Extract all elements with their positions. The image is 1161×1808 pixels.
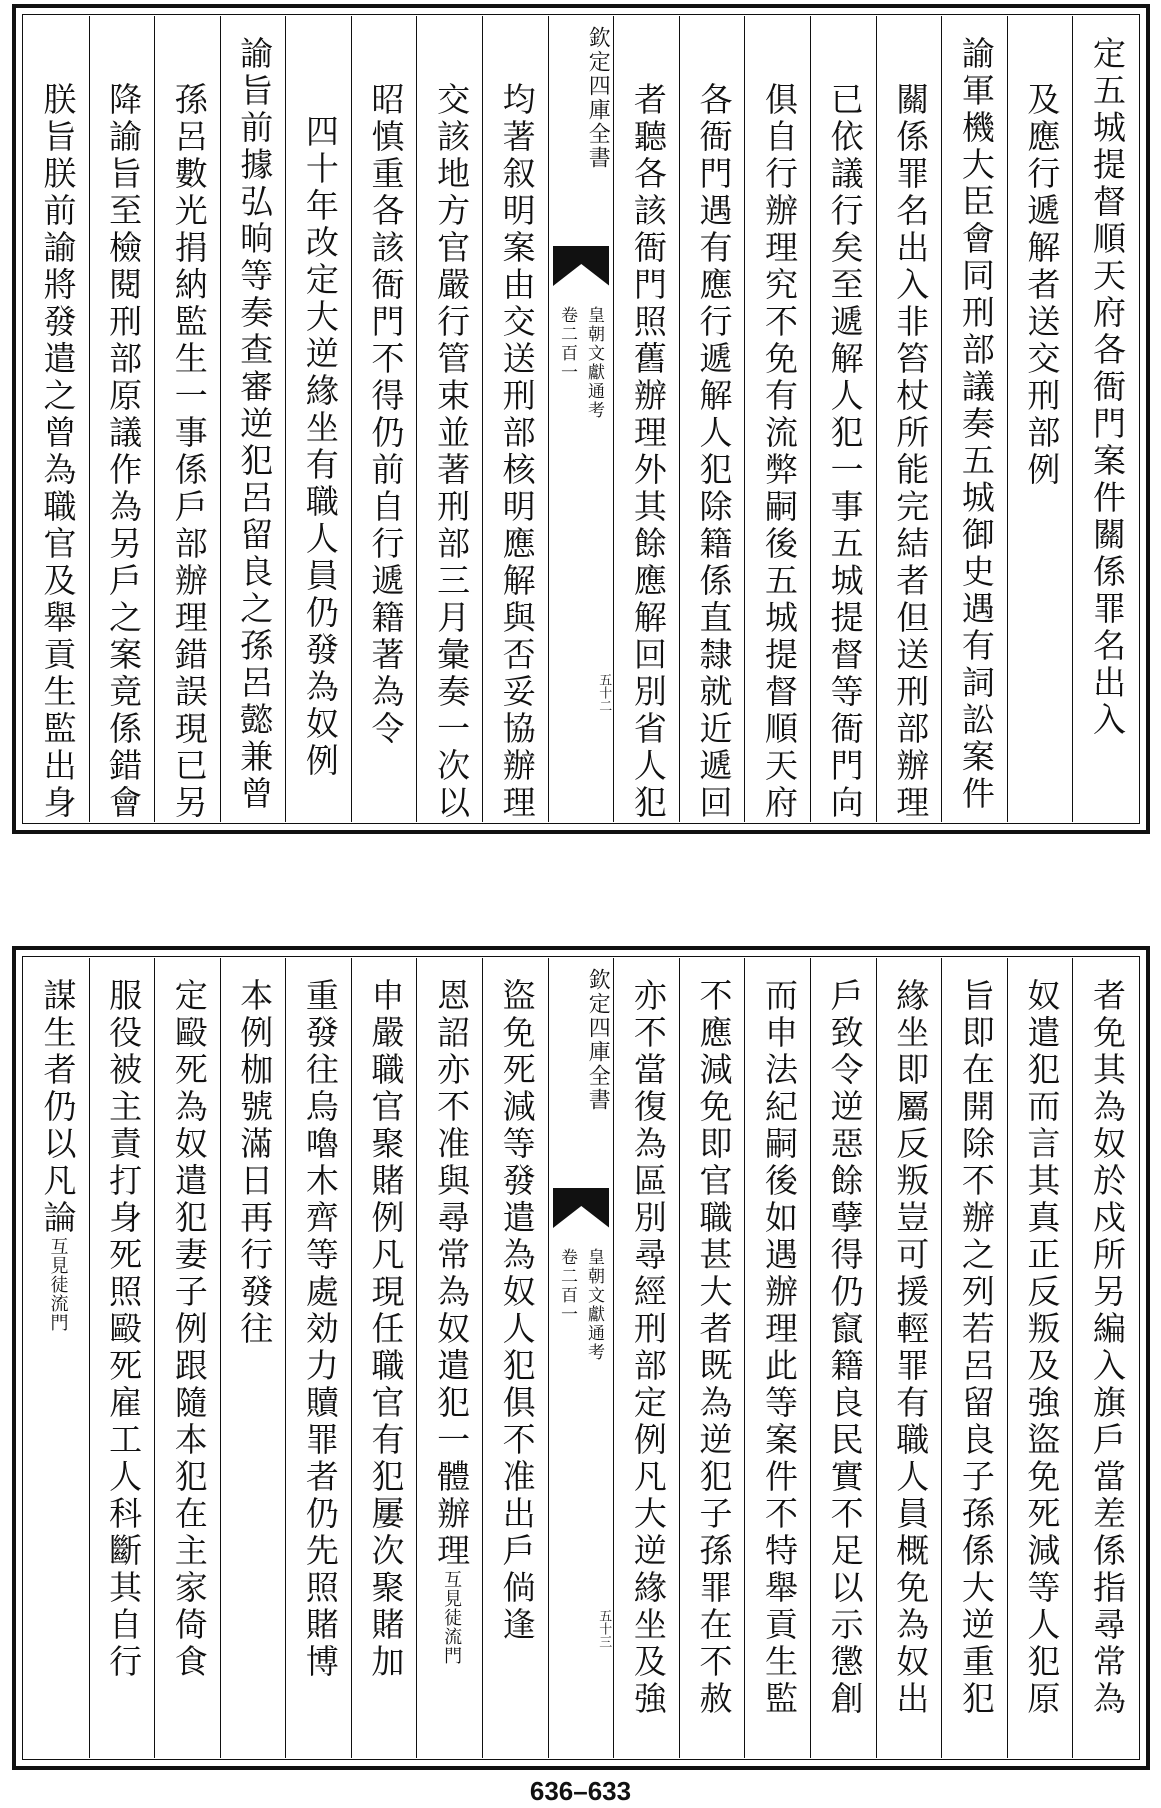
column-text (155, 82, 220, 822)
column-text (90, 978, 155, 1681)
text-column (482, 958, 548, 1758)
fish-tail-ornament-icon (553, 1188, 610, 1228)
column-main-text: 降諭旨至檢閱刑部原議作為另戶之案竟係錯會 (104, 82, 144, 822)
column-main-text: 服役被主責打身死照毆死雇工人科斷其自行 (104, 978, 144, 1681)
text-column (24, 958, 89, 1758)
column-text (90, 82, 155, 822)
text-column (482, 16, 548, 822)
sub-title-block (549, 306, 614, 420)
column-main-text: 謀生者仍以凡論 (38, 978, 78, 1237)
column-main-text: 已依議行矣至遞解人犯一事五城提督等衙門向 (825, 82, 865, 822)
text-column (941, 958, 1007, 1758)
column-text (745, 82, 810, 822)
text-column (154, 16, 220, 822)
column-text (24, 82, 89, 822)
center-margin (548, 958, 614, 1758)
text-column (679, 16, 745, 822)
column-text (221, 36, 286, 813)
column-text (680, 978, 745, 1718)
column-main-text: 重發往烏嚕木齊等處効力贖罪者仍先照賭博 (300, 978, 340, 1681)
column-text (286, 978, 351, 1681)
text-column (613, 16, 679, 822)
text-column (744, 16, 810, 822)
column-text (24, 978, 89, 1332)
column-text (614, 82, 679, 822)
column-text (745, 978, 810, 1718)
column-text (680, 82, 745, 822)
page-number: 五十三 (596, 1609, 612, 1648)
text-column (89, 16, 155, 822)
column-main-text: 昭慎重各該衙門不得仍前自行遞籍著為令 (366, 82, 406, 748)
column-text (417, 82, 482, 822)
text-column (89, 958, 155, 1758)
text-column (876, 16, 942, 822)
column-text (942, 978, 1007, 1718)
text-column (416, 16, 482, 822)
column-main-text: 孫呂數光捐納監生一事係戶部辦理錯誤現已另 (169, 82, 209, 822)
column-main-text: 關係罪名出入非笞杖所能完結者但送刑部辦理 (891, 82, 931, 822)
bottom-page (12, 946, 1150, 1770)
text-column (351, 958, 417, 1758)
text-column (154, 958, 220, 1758)
column-text (877, 82, 942, 822)
text-column (220, 16, 286, 822)
column-main-text: 本例枷號滿日再行發往 (235, 978, 275, 1348)
column-main-text: 及應行遞解者送交刑部例 (1022, 82, 1062, 489)
column-text (417, 978, 482, 1665)
column-text (1008, 82, 1073, 489)
column-main-text: 交該地方官嚴行管束並著刑部三月彙奏一次以 (432, 82, 472, 822)
text-column (1007, 958, 1073, 1758)
column-main-text: 均著叙明案由交送刑部核明應解與否妥協辦理 (497, 82, 537, 822)
column-main-text: 奴遣犯而言其真正反叛及強盜免死減等人犯原 (1022, 978, 1062, 1718)
column-main-text: 恩詔亦不准與尋常為奴遣犯一體辦理 (432, 978, 472, 1570)
column-annotation: 互見徒流門 (47, 1237, 69, 1332)
volume-label: 卷二百一 (556, 1248, 577, 1324)
text-column (613, 958, 679, 1758)
column-main-text: 亦不當復為區別尋經刑部定例凡大逆緣坐及強 (628, 978, 668, 1718)
column-text (942, 36, 1007, 813)
text-column (220, 958, 286, 1758)
text-column (24, 16, 89, 822)
column-text (155, 978, 220, 1681)
column-text (352, 82, 417, 748)
column-main-text: 者聽各該衙門照舊辦理外其餘應解回別省人犯 (628, 82, 668, 822)
column-main-text: 申嚴職官聚賭例凡現任職官有犯屢次聚賭加 (366, 978, 406, 1681)
column-main-text: 戶致令逆惡餘孽得仍竄籍良民實不足以示懲創 (825, 978, 865, 1718)
column-main-text: 俱自行辦理究不免有流弊嗣後五城提督順天府 (760, 82, 800, 822)
column-main-text: 諭軍機大臣會同刑部議奏五城御史遇有詞訟案件 (956, 36, 996, 813)
text-column (941, 16, 1007, 822)
volume-label: 卷二百一 (556, 306, 577, 382)
column-main-text: 定毆死為奴遣犯妻子例跟隨本犯在主家倚食 (169, 978, 209, 1681)
center-margin (548, 16, 614, 822)
column-main-text: 旨即在開除不辦之列若呂留良子孫係大逆重犯 (956, 978, 996, 1718)
page-number: 五十二 (596, 673, 612, 712)
column-text (483, 82, 548, 822)
column-main-text: 定五城提督順天府各衙門案件關係罪名出入 (1088, 36, 1127, 739)
column-text (1073, 978, 1138, 1718)
book-title: 欽定四庫全書 (585, 26, 611, 170)
column-text (221, 978, 286, 1348)
column-annotation: 互見徒流門 (441, 1570, 463, 1665)
bottom-columns (24, 958, 1138, 1758)
text-column (1007, 16, 1073, 822)
book-title: 欽定四庫全書 (585, 968, 611, 1112)
column-main-text: 朕旨朕前諭將發遣之曾為職官及舉貢生監出身 (38, 82, 78, 822)
text-column (876, 958, 942, 1758)
column-main-text: 各衙門遇有應行遞解人犯除籍係直隸就近遞回 (694, 82, 734, 822)
column-main-text: 不應減免即官職甚大者既為逆犯子孫罪在不赦 (694, 978, 734, 1718)
top-columns (24, 16, 1138, 822)
column-text (483, 978, 548, 1644)
column-main-text: 四十年改定大逆緣坐有職人員仍發為奴例 (300, 114, 340, 780)
column-text (352, 978, 417, 1681)
sub-title: 皇朝文獻通考 (583, 1248, 604, 1362)
column-main-text: 緣坐即屬反叛豈可援輕罪有職人員概免為奴出 (891, 978, 931, 1718)
page-caption: 636–633 (529, 1776, 632, 1806)
text-column (810, 16, 876, 822)
column-main-text: 盜免死減等發遣為奴人犯俱不准出戶倘逢 (497, 978, 537, 1644)
text-column (1072, 16, 1138, 822)
column-text (811, 82, 876, 822)
text-column (744, 958, 810, 1758)
sub-title: 皇朝文獻通考 (583, 306, 604, 420)
column-main-text: 而申法紀嗣後如遇辦理此等案件不特舉貢生監 (760, 978, 800, 1718)
text-column (1072, 958, 1138, 1758)
column-text (877, 978, 942, 1718)
column-main-text: 者免其為奴於戍所另編入旗戶當差係指尋常為 (1088, 978, 1127, 1718)
text-column (285, 958, 351, 1758)
text-column (810, 958, 876, 1758)
column-text (614, 978, 679, 1718)
text-column (416, 958, 482, 1758)
top-page (12, 4, 1150, 834)
column-text (1073, 36, 1138, 739)
column-text (811, 978, 876, 1718)
fish-tail-ornament-icon (553, 246, 610, 286)
column-text (286, 114, 351, 780)
text-column (351, 16, 417, 822)
sub-title-block (549, 1248, 614, 1362)
column-text (1008, 978, 1073, 1718)
text-column (285, 16, 351, 822)
column-main-text: 諭旨前據弘晌等奏查審逆犯呂留良之孫呂懿兼曾 (235, 36, 275, 813)
text-column (679, 958, 745, 1758)
